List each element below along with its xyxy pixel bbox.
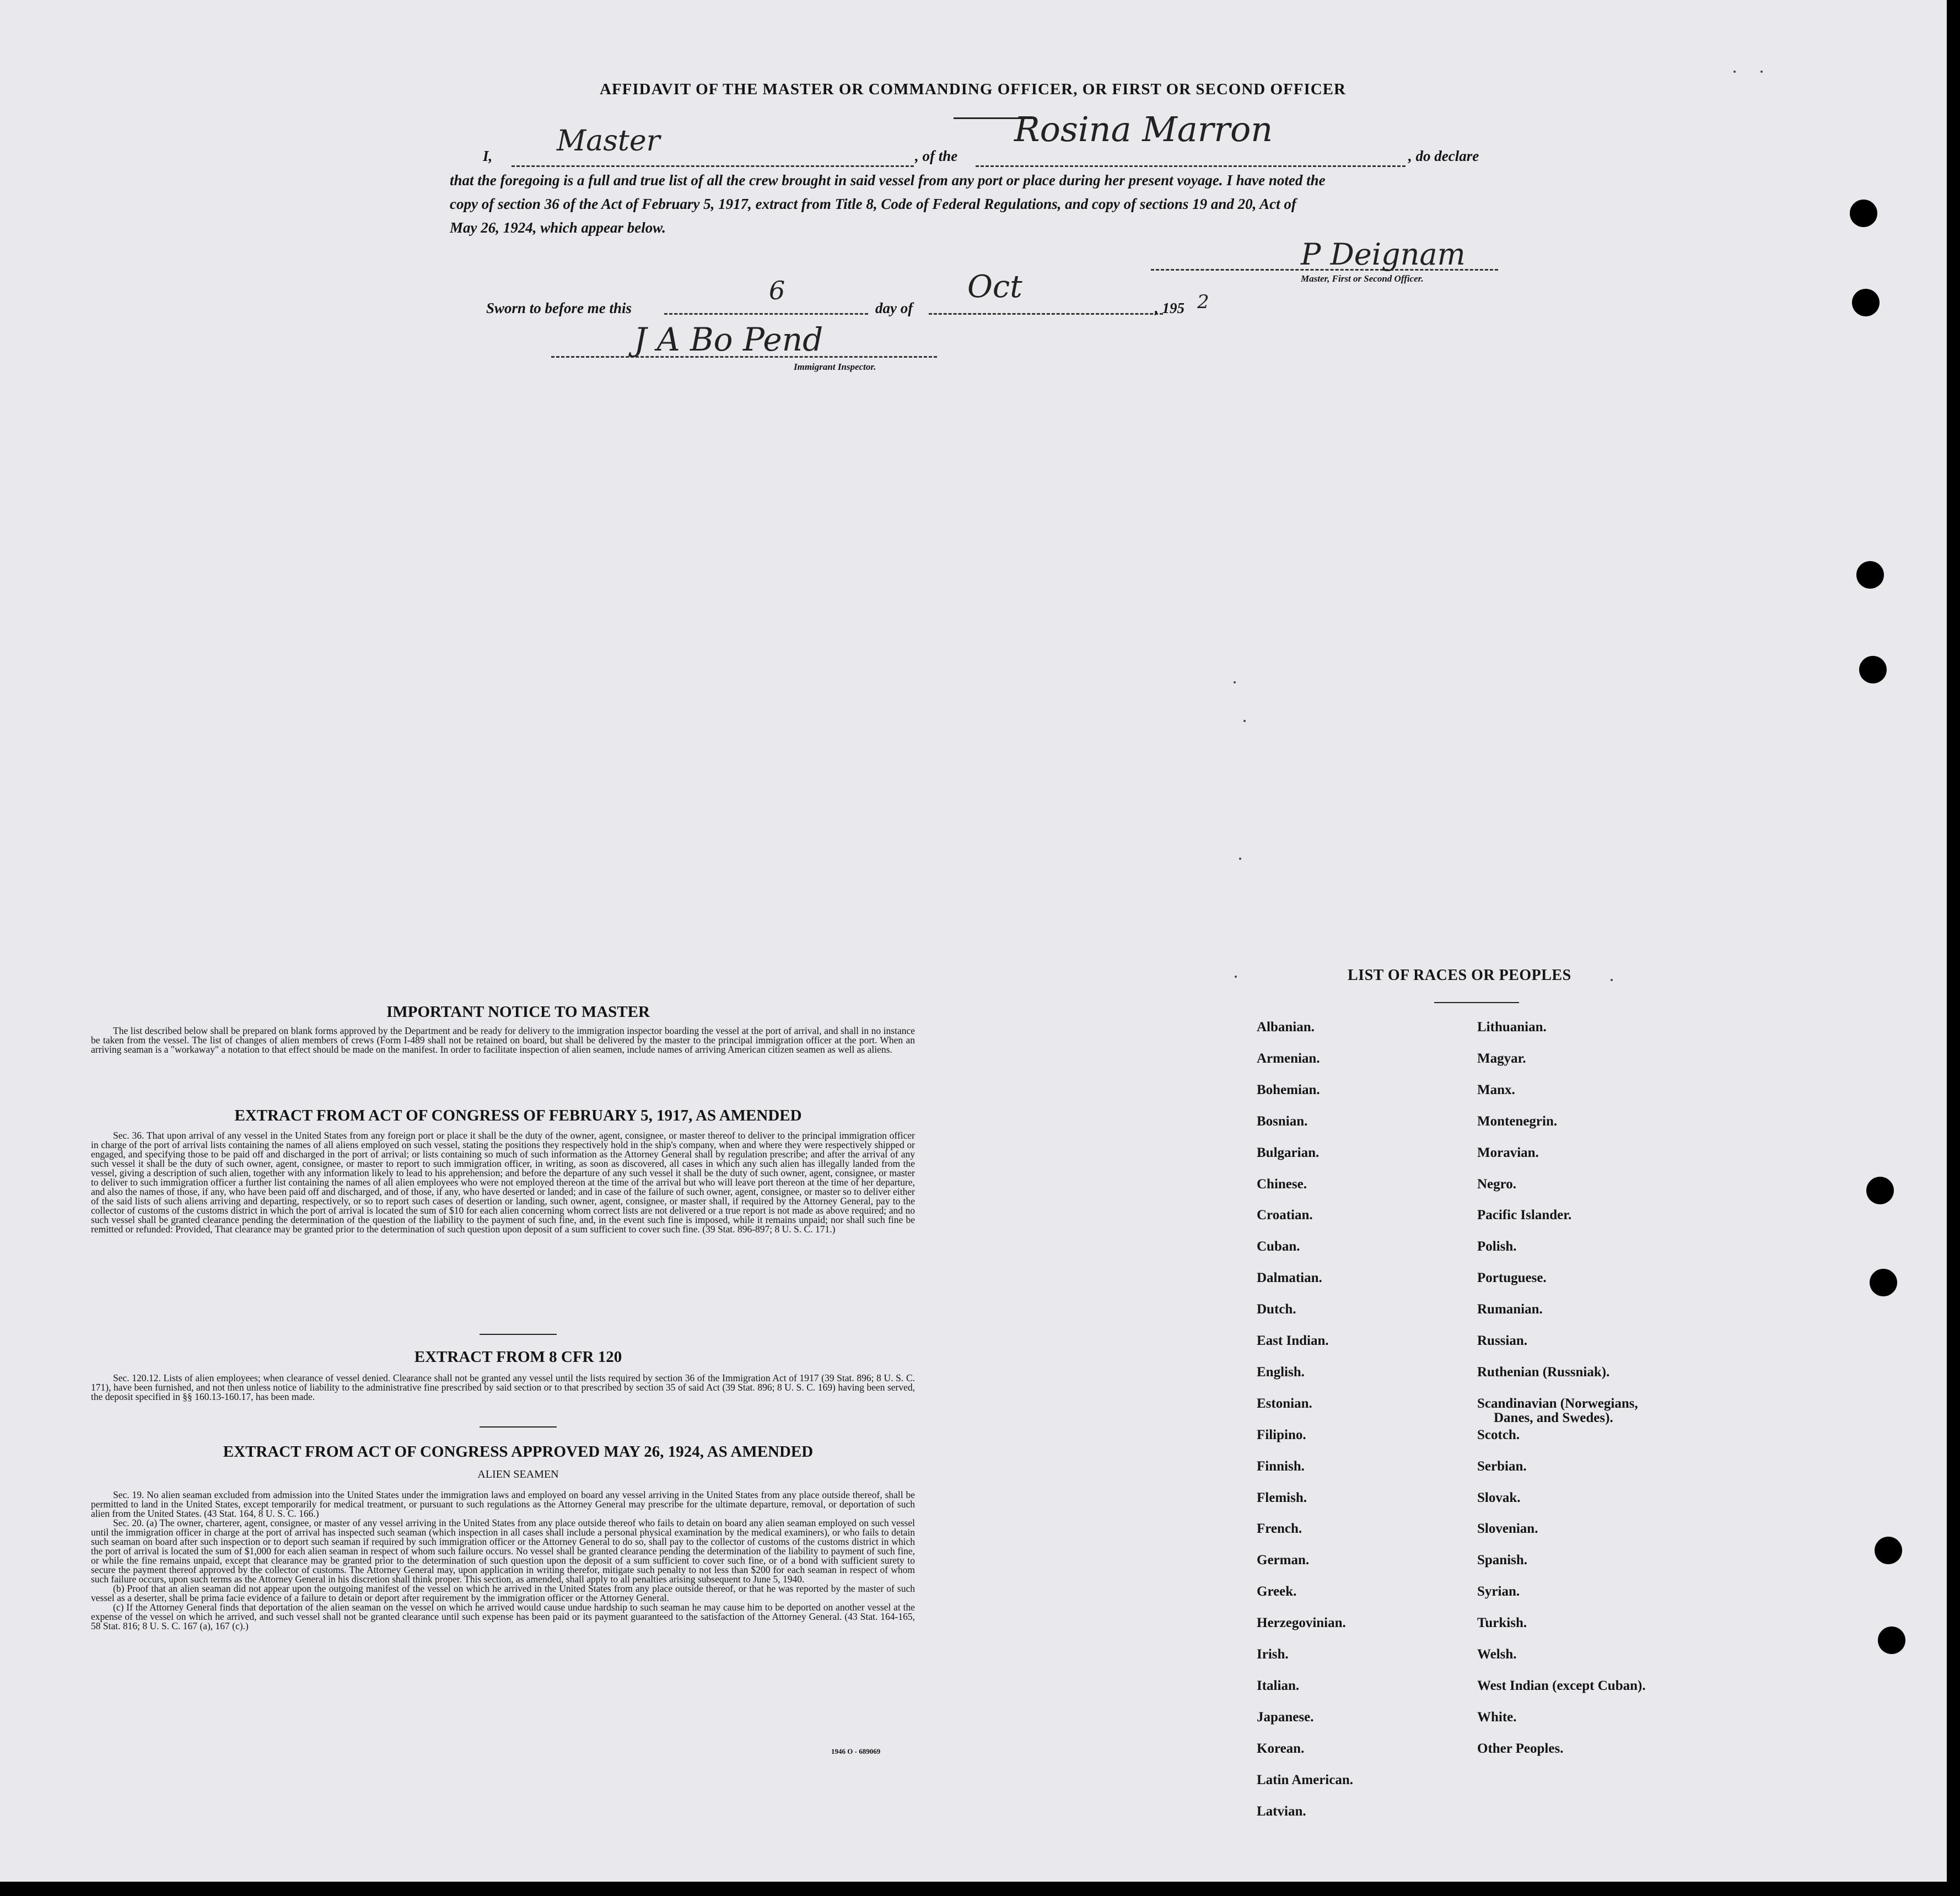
race-item: White. [1477, 1709, 1517, 1725]
race-item: Lithuanian. [1477, 1020, 1547, 1035]
race-item: Armenian. [1257, 1051, 1320, 1066]
race-item: Irish. [1257, 1647, 1289, 1662]
do-declare-label: , do declare [1408, 148, 1479, 164]
race-item: Italian. [1257, 1678, 1300, 1693]
race-item: Cuban. [1257, 1239, 1300, 1254]
race-item: Flemish. [1257, 1490, 1307, 1505]
extract-1917-body: Sec. 36. That upon arrival of any vessel in the United States from any foreign port or place it shall be the duty of the owner, agent, consignee, or master thereof to deliver to the principal immigration officer in charge of the port of arrival lists containing the names of all aliens employed on such vessel, stating the positions they respectively hold in the ship's company, when and where they were respectively shipped or engaged, and specifying those to be paid off and discharged in the port of arrival; or lists containing so much of such information as the Attorney General shall by regulation prescribe; and after the arrival of any such vessel it shall be the duty of such owner, agent, consignee, or master to report to such immigration officer, in writing, as soon as discovered, all cases in which any such alien has illegally landed from the vessel, giving a description of such alien, together with any information likely to lead to his apprehension; and before the departure of any such vessel it shall be the duty of such owner, agent, consignee, or master to deliver to such immigration officer a further list containing the names of all alien employees who were not employed thereon at the time of the arrival but who will leave port thereon at the time of her departure, and also the names of those, if any, who have been paid off and discharged, and of those, if any, who have deserted or landed; and in case of the failure of such owner, agent, consignee, or master so to deliver either of the said lists of such aliens arriving and departing, respectively, or so to report such cases of desertion or landing, such owner, agent, consignee, or master shall, if required by the Attorney General, pay to the collector of customs of the customs district in which the port of arrival is located the sum of $10 for each alien concerning whom correct lists are not delivered or a true report is not made as above required; and no such vessel shall be granted clearance pending the determination of the question of the liability to the payment of such fine, and, in the event such fine is imposed, while it remains unpaid; nor shall such fine be remitted or refunded: Provided, That clearance may be granted prior to the determination of such question upon deposit of a sum sufficient to cover such fine. (39 Stat. 896-897; 8 U. S. C. 171.) [91, 1130, 915, 1235]
inspector-signature: J A Bo Pend [634, 321, 823, 358]
extract-1924-title: EXTRACT FROM ACT OF CONGRESS APPROVED MAY 26, 1924, AS AMENDED [223, 1443, 814, 1461]
races-title: LIST OF RACES OR PEOPLES [1348, 967, 1571, 984]
declaration-line-3: May 26, 1924, which appear below. [450, 219, 666, 236]
master-signature-caption: Master, First or Second Officer. [1301, 273, 1424, 284]
race-item: Polish. [1477, 1239, 1517, 1254]
race-item: Albanian. [1257, 1020, 1315, 1035]
race-item: German. [1257, 1553, 1310, 1568]
print-code: 1946 O - 689069 [831, 1747, 881, 1755]
cfr-title: EXTRACT FROM 8 CFR 120 [414, 1348, 622, 1366]
race-item: West Indian (except Cuban). [1477, 1678, 1646, 1693]
race-item: Dutch. [1257, 1302, 1296, 1317]
race-item: Magyar. [1477, 1051, 1526, 1066]
race-item: Slovenian. [1477, 1521, 1538, 1537]
race-item: Pacific Islander. [1477, 1208, 1572, 1223]
race-item: Slovak. [1477, 1490, 1521, 1505]
punch-hole [1856, 561, 1884, 589]
race-item: Latvian. [1257, 1803, 1306, 1819]
race-item: English. [1257, 1364, 1305, 1380]
race-item: Herzegovinian. [1257, 1615, 1346, 1631]
race-item: Portuguese. [1477, 1270, 1547, 1286]
speck [1243, 720, 1246, 722]
punch-hole [1852, 289, 1880, 316]
race-item: Dalmatian. [1257, 1270, 1322, 1286]
notice-title: IMPORTANT NOTICE TO MASTER [386, 1003, 650, 1021]
month-line [929, 313, 1163, 315]
race-item: Other Peoples. [1477, 1741, 1564, 1756]
punch-hole [1859, 656, 1887, 683]
sworn-label: Sworn to before me this [486, 300, 632, 316]
declaration-line-2: copy of section 36 of the Act of February 5, 1917, extract from Title 8, Code of Federal Regulations, and copy of sections 19 and 20, Act of [450, 196, 1296, 212]
race-item: Bosnian. [1257, 1113, 1308, 1129]
speck [1611, 979, 1613, 981]
race-item: Serbian. [1477, 1458, 1527, 1474]
race-item: Filipino. [1257, 1427, 1306, 1442]
cfr-body: Sec. 120.12. Lists of alien employees; when clearance of vessel denied. Clearance shall not be granted any vessel until the lists required by section 36 of the Immigration Act of 1917 (39 Stat. 896; 8 U. S. C. 171), have been furnished, and not then unless notice of liability to the administrative fine prescribed by said section or to that prescribed by section 35 of said Act (39 Stat. 896; 8 U. S. C. 169) having been served, the deposit specified in §§ 160.13-160.17, has been made. [91, 1372, 915, 1402]
punch-hole [1875, 1537, 1902, 1564]
race-item: Montenegrin. [1477, 1113, 1558, 1129]
extract-1917-title: EXTRACT FROM ACT OF CONGRESS OF FEBRUARY 5, 1917, AS AMENDED [234, 1107, 802, 1124]
handwritten-year: 2 [1197, 291, 1209, 313]
race-item: Russian. [1477, 1333, 1528, 1348]
race-item: Chinese. [1257, 1176, 1307, 1192]
day-of-label: day of [875, 300, 913, 316]
alien-seamen-subtitle: ALIEN SEAMEN [477, 1468, 559, 1480]
affidavit-title: AFFIDAVIT OF THE MASTER OR COMMANDING OFFICER, OR FIRST OR SECOND OFFICER [600, 80, 1346, 98]
speck [1235, 976, 1237, 978]
punch-hole [1850, 200, 1877, 227]
race-item: French. [1257, 1521, 1302, 1537]
race-item: Bohemian. [1257, 1082, 1320, 1097]
race-item: Moravian. [1477, 1145, 1539, 1160]
race-item: Syrian. [1477, 1584, 1520, 1599]
race-item: Japanese. [1257, 1709, 1314, 1725]
race-item: Korean. [1257, 1741, 1305, 1756]
handwritten-rank: Master [557, 125, 660, 158]
of-the-label: , of the [915, 148, 958, 164]
race-item: Scotch. [1477, 1427, 1520, 1442]
race-item: Finnish. [1257, 1458, 1305, 1474]
race-item: Spanish. [1477, 1553, 1528, 1568]
speck [1234, 681, 1236, 683]
day-line [664, 313, 868, 315]
section-divider [480, 1426, 557, 1428]
race-item: Welsh. [1477, 1647, 1517, 1662]
handwritten-day: 6 [769, 276, 785, 305]
declaration-line-1: that the foregoing is a full and true list of all the crew brought in said vessel from any port or place during her present voyage. I have noted the [450, 172, 1326, 188]
race-item: Estonian. [1257, 1396, 1312, 1411]
punch-hole [1870, 1269, 1897, 1296]
handwritten-month: Oct [967, 269, 1022, 305]
races-title-rule [1434, 1002, 1519, 1003]
extract-1924-body: Sec. 19. No alien seaman excluded from admission into the United States under the immigration laws and employed on board any vessel arriving in the United States from any place outside thereof, shall be permitted to land in the United States, except temporarily for medical treatment, or pursuant to such regulations as the Attorney General may prescribe for the ultimate departure, removal, or deportation of such alien from the United States. (43 Stat. 164, 8 U. S. C. 166.) Sec. 20. (a) The owner, charterer, agent, consignee, or master of any vessel arriving in the United States from any place outside thereof who fails to detain on board any alien seaman employed on such vessel until the immigration officer in charge at the port of arrival has inspected such seaman (which inspection in all cases shall include a personal physical examination by the medical examiners), or who fails to detain such seaman on board after such inspection or to deport such seaman if required by such immigration officer or the Attorney General to do so, shall pay to the collector of customs of the customs district in which the port of arrival is located the sum of $1,000 for each alien seaman in respect of whom such failure occurs. No vessel shall be granted clearance pending the determination of the liability to payment of such fine, or while the fine remains unpaid, except that clearance may be granted prior to the determination of such question upon the deposit of a sum sufficient to cover such fine, or of a bond with sufficient surety to secure the payment thereof approved by the collector of customs. The Attorney General may, upon application in writing therefor, mitigate such penalty to not less than $200 for each seaman in respect of whom such failure occurs, upon such terms as the Attorney General in his discretion shall think proper. This section, as amended, shall apply to all penalties arising subsequent to June 5, 1940. (b) Proof that an alien seaman did not appear upon the outgoing manifest of the vessel on which he arrived in the United States from any place outside thereof, or that he was reported by the master of such vessel as a deserter, shall be prima facie evidence of a failure to detain or deport after requirement by the immigration officer or the Attorney General. (c) If the Attorney General finds that deportation of the alien seaman on the vessel on which he arrived would cause undue hardship to such seaman he may cause him to be deported on another vessel at the expense of the vessel on which he arrived, and such vessel shall not be granted clearance until such expense has been paid or its payment guaranteed to the satisfaction of the Attorney General. (43 Stat. 164-165, 58 Stat. 816; 8 U. S. C. 167 (a), 167 (c).) [91, 1489, 915, 1631]
race-item: Bulgarian. [1257, 1145, 1320, 1160]
i-label: I, [483, 148, 493, 164]
punch-hole [1878, 1626, 1905, 1654]
race-item: Negro. [1477, 1176, 1517, 1192]
race-item: Scandinavian (Norwegians, [1477, 1396, 1638, 1411]
speck [1760, 71, 1763, 73]
race-item: Danes, and Swedes). [1494, 1410, 1613, 1425]
year-label: , 195 [1155, 300, 1184, 316]
race-item: Greek. [1257, 1584, 1297, 1599]
race-item: Croatian. [1257, 1208, 1313, 1223]
punch-hole [1866, 1177, 1894, 1204]
rank-line [511, 165, 914, 167]
handwritten-vessel: Rosina Marron [1014, 109, 1273, 149]
vessel-line [976, 165, 1406, 167]
inspector-caption: Immigrant Inspector. [794, 362, 876, 372]
race-item: Manx. [1477, 1082, 1515, 1097]
section-divider [480, 1334, 557, 1335]
race-item: East Indian. [1257, 1333, 1329, 1348]
race-item: Rumanian. [1477, 1302, 1543, 1317]
speck [1733, 71, 1736, 73]
notice-body: The list described below shall be prepared on blank forms approved by the Department and be ready for delivery to the immigration inspector boarding the vessel at the port of arrival, and shall in no instance be taken from the vessel. The list of changes of alien members of crews (Form I-489 shall not be retained on board, but shall be delivered by the master to the principal immigration officer at the port. When an arriving seaman is a "workaway" a notation to that effect should be made on the manifest. In order to facilitate inspection of alien seamen, include names of arriving American citizen seamen as well as aliens. [91, 1025, 915, 1055]
race-item: Ruthenian (Russniak). [1477, 1364, 1610, 1380]
speck [1239, 858, 1241, 860]
master-signature: P Deignam [1301, 237, 1466, 272]
race-item: Latin American. [1257, 1772, 1353, 1787]
race-item: Turkish. [1477, 1615, 1527, 1631]
